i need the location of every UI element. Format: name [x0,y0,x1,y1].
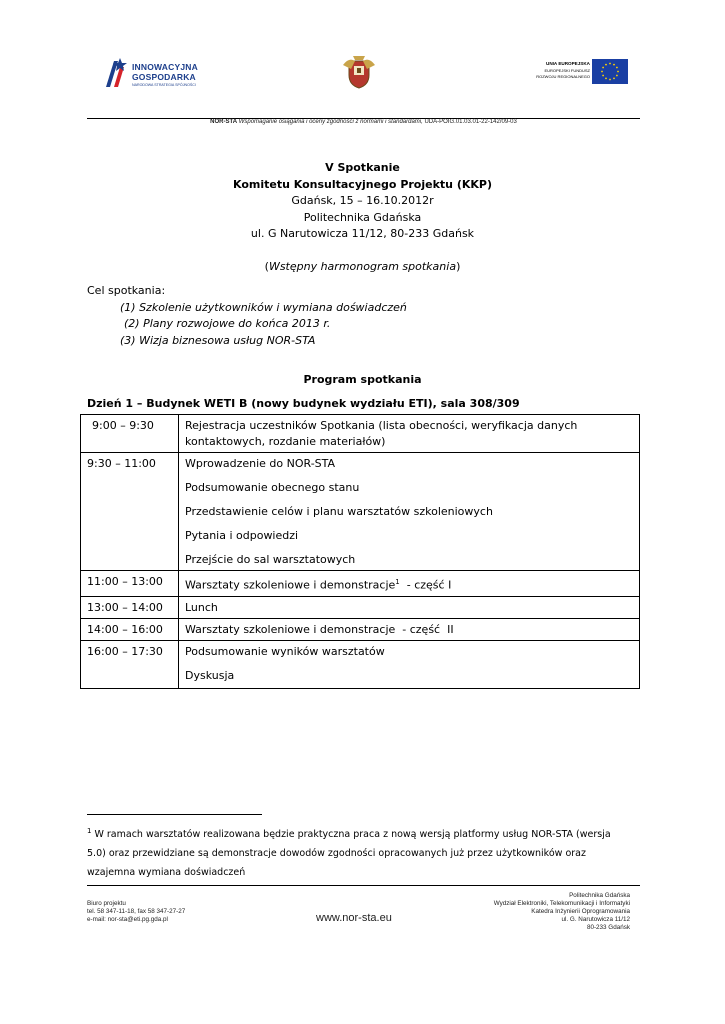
schedule-note-open: ( [264,260,269,273]
footnote [87,822,632,882]
agenda-item: Wprowadzenie do NOR-STA [185,457,336,470]
program-title: Program spotkania [303,373,422,386]
venue-address: ul. G Narutowicza 11/12, 80-233 Gdańsk [250,227,475,240]
time-cell: 11:00 – 13:00 [81,571,179,597]
ig-logo-text-3: NARODOWA STRATEGIA SPÓJNOŚCI [132,83,196,87]
agenda-item: Lunch [185,600,218,614]
schedule-note-text: Wstępny harmonogram spotkania [268,260,457,273]
eu-flag-icon [592,59,628,84]
meeting-date: Gdańsk, 15 – 16.10.2012r [291,194,434,207]
agenda-item: Warsztaty szkoleniowe i demonstracje - część II [185,622,454,636]
table-row [81,453,640,571]
project-info-line [87,119,640,125]
description-cell [179,453,640,571]
footnote-mark: 1 [87,827,92,835]
agenda-item: Przedstawienie celów i planu warsztatów szkoleniowych [185,505,493,518]
agenda-item [185,574,633,594]
innowacyjna-gospodarka-logo [104,54,214,92]
goals-label: Cel spotkania: [87,284,166,297]
project-name: NOR-STA [210,119,238,125]
agenda-item: Podsumowanie wyników warsztatów [185,644,385,658]
footer-address-line: Wydział Elektroniki, Telekomunikacji i Informatyki [493,900,630,907]
time-cell: 13:00 – 14:00 [81,596,179,618]
ig-logo-text-1: INNOWACYJNA [132,62,198,72]
meeting-goals [87,283,407,349]
footnote-ref: 1 [395,578,400,586]
footer-email[interactable]: e-mail: nor-sta@eti.pg.gda.pl [87,916,168,923]
venue-name: Politechnika Gdańska [303,210,422,224]
crest-icon [341,55,377,89]
agenda-item: Pytania i odpowiedzi [185,529,299,542]
time-cell: 14:00 – 16:00 [81,618,179,640]
footer-address-line: 80-233 Gdańsk [586,924,630,931]
footer-phone: tel. 58 347-11-18, fax 58 347-27-27 [87,908,186,915]
schedule-table [80,414,640,689]
footer-address-line: Katedra Inżynierii Oprogramowania [531,908,630,915]
table-row [81,596,640,618]
agenda-item-text: Warsztaty szkoleniowe i demonstracje [185,578,396,592]
agenda-item: Dyskusja [185,668,235,682]
meeting-title-block [80,160,645,243]
committee-name: Komitetu Konsultacyjnego Projektu (KKP) [233,177,492,191]
footer-address-line: Politechnika Gdańska [569,892,630,899]
footer-office-label: Biuro projektu [87,900,126,907]
agenda-item: Rejestracja uczestników Spotkania (lista obecności, weryfikacja danych kontaktowych, rozdanie materiałów) [185,419,578,448]
time-cell: 9:30 – 11:00 [81,453,179,571]
schedule-note-close: ) [456,260,461,273]
schedule-note [80,260,645,273]
footer-rule [87,885,640,886]
project-description: Wspomaganie osiągania i oceny zgodności z normami i standardami, [238,119,423,125]
footer-contact [87,900,185,924]
goal-item: (1) Szkolenie użytkowników i wymiana doświadczeń [120,300,407,314]
politechnika-crest-logo [341,55,377,89]
goal-item: (2) Plany rozwojowe do końca 2013 r. [124,317,331,330]
eu-logo-text-3: ROZWOJU REGIONALNEGO [536,74,590,79]
table-row [81,640,640,688]
agenda-item: Przejście do sal warsztatowych [185,553,356,566]
description-cell [179,596,640,618]
eu-fund-logo [536,59,628,87]
time-cell: 16:00 – 17:30 [81,640,179,688]
description-cell [179,415,640,453]
goal-item: (3) Wizja biznesowa usług NOR-STA [120,333,316,347]
description-cell [179,571,640,597]
footer-address [470,892,630,932]
meeting-title: V Spotkanie [325,161,400,174]
description-cell [179,618,640,640]
ig-logo-mark-icon [104,57,128,89]
table-row [81,618,640,640]
eu-logo-text-1: UNIA EUROPEJSKA [546,61,590,66]
project-code: UDA-POIG.01.03.01-22-142/09-03 [424,119,517,125]
footer-website-link[interactable]: www.nor-sta.eu [316,912,392,924]
footnote-text: W ramach warsztatów realizowana będzie praktyczna praca z nową wersją platformy usług NOR-STA (wersja 5.0) oraz przewidziane są demonstracje dowodów zgodności opracowanych już przez użytkowników oraz wzajemna wymiana doświadczeń [87,829,611,879]
table-row [81,571,640,597]
eu-logo-text-2: EUROPEJSKI FUNDUSZ [544,68,590,73]
agenda-item-suffix: - część I [399,578,452,592]
ig-logo-text-2: GOSPODARKA [132,72,196,82]
table-row [81,415,640,453]
footnote-rule [87,814,262,815]
time-cell: 9:00 – 9:30 [81,415,179,453]
day-title: Dzień 1 – Budynek WETI B (nowy budynek wydziału ETI), sala 308/309 [87,397,520,410]
agenda-item: Podsumowanie obecnego stanu [185,481,360,494]
description-cell [179,640,640,688]
footer-address-line: ul. G. Narutowicza 11/12 [561,916,630,923]
